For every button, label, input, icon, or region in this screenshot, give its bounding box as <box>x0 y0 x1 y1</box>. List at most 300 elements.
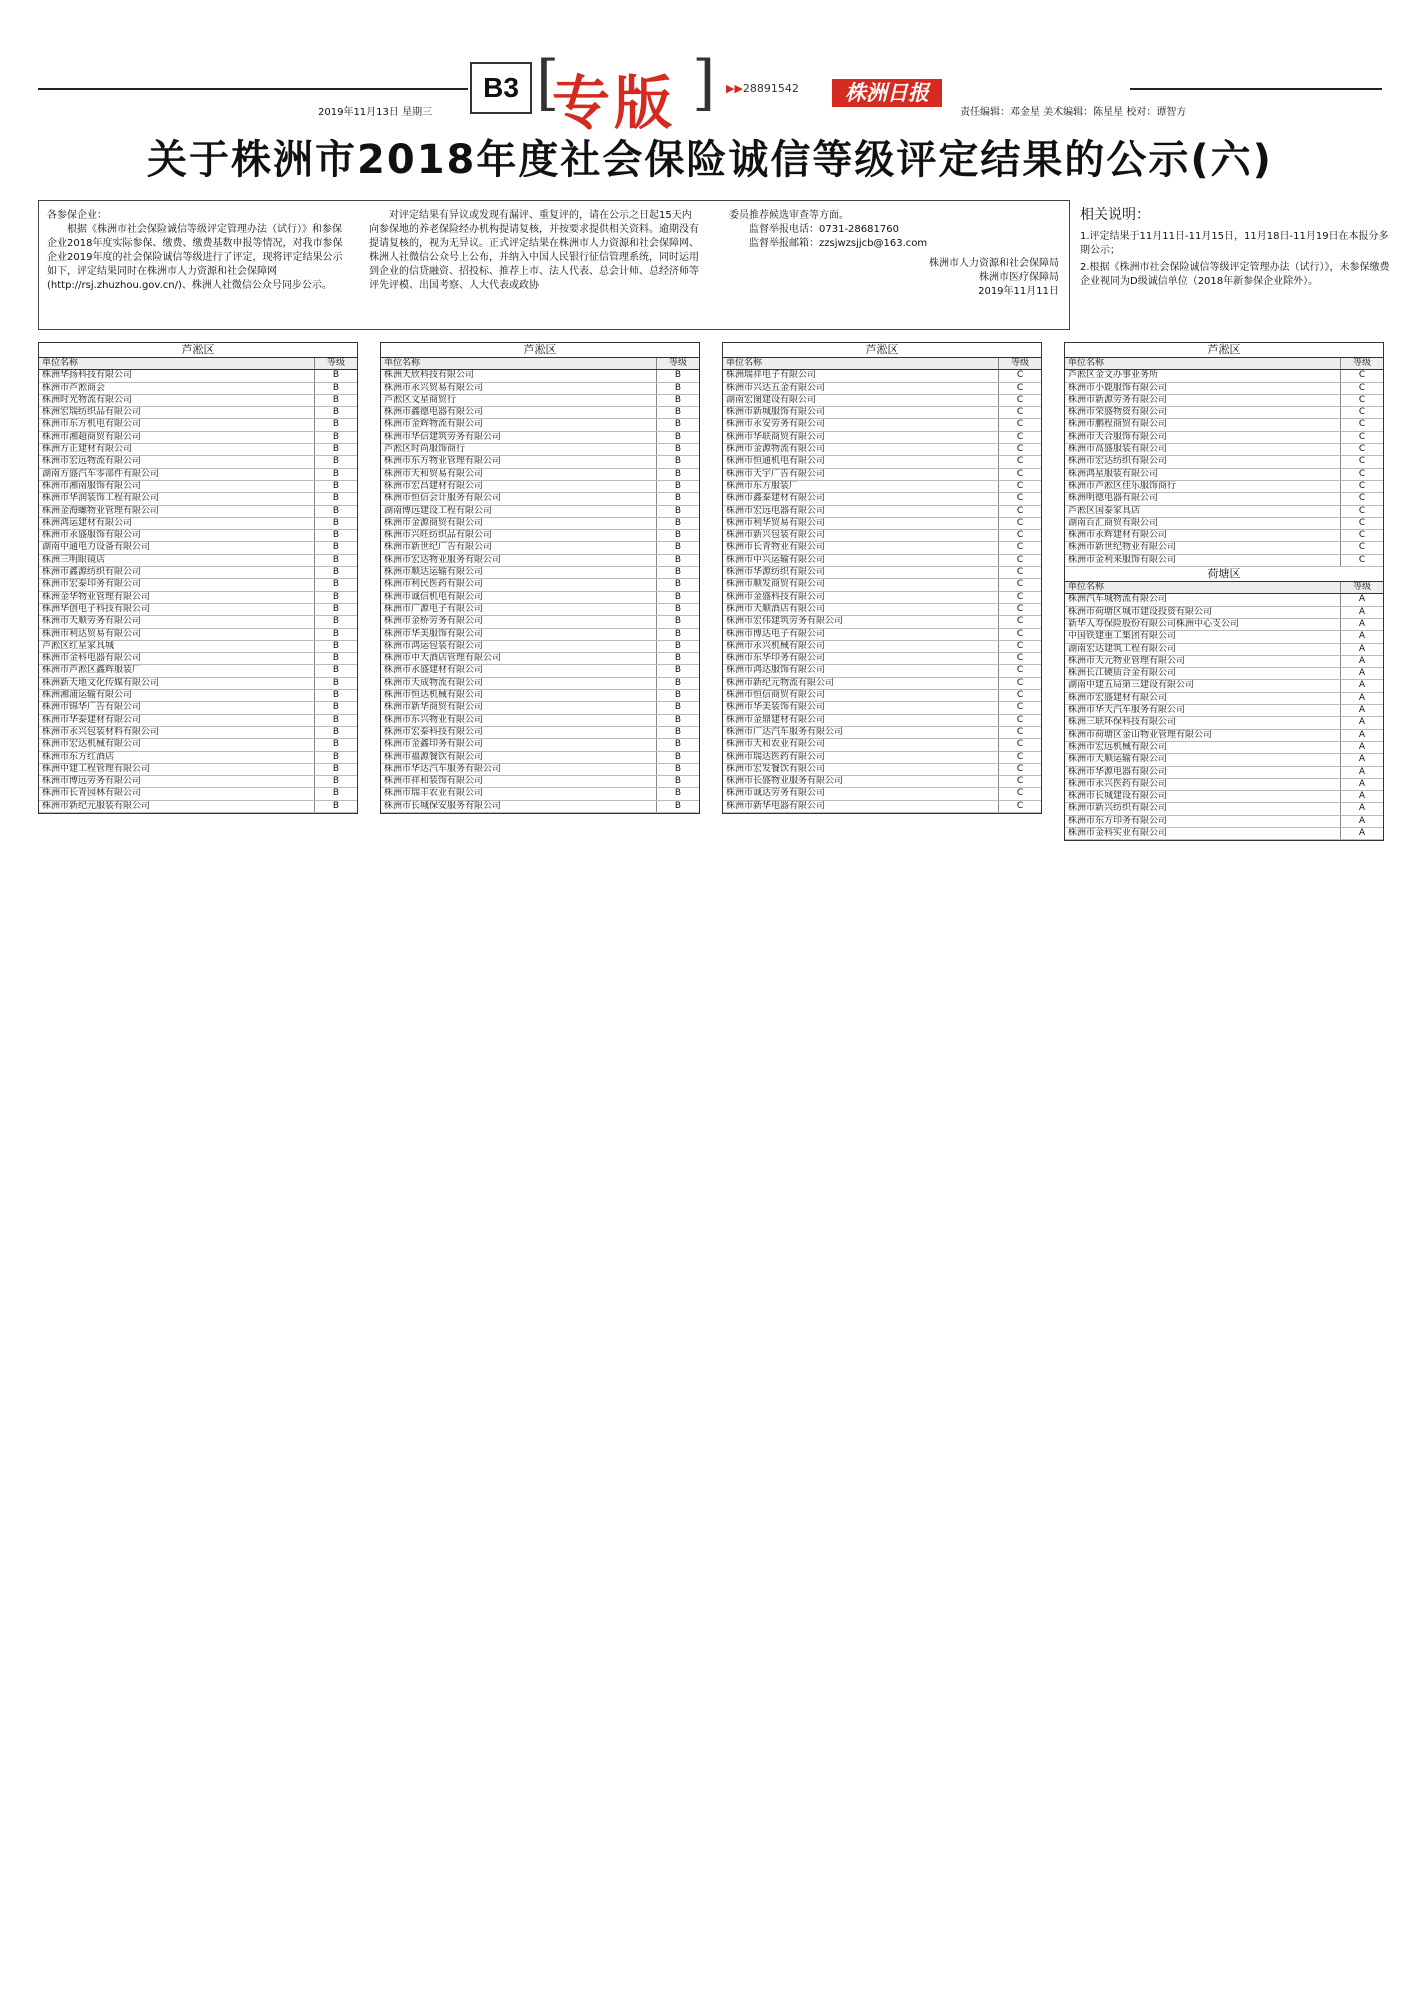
table-row <box>1065 432 1383 444</box>
unit-name: 株洲市长盛物业服务有限公司 <box>723 776 999 787</box>
grade: B <box>332 480 340 491</box>
hotline-number: 28891542 <box>742 82 799 95</box>
table-row <box>1065 730 1383 742</box>
grade: A <box>1358 729 1366 740</box>
table-row <box>39 752 357 764</box>
unit-name: 株洲市芦淞区鑫辉服装厂 <box>39 665 315 676</box>
table-row <box>723 444 1041 456</box>
table-row <box>381 616 699 628</box>
table-row <box>381 419 699 431</box>
grade: B <box>332 394 340 405</box>
table-row <box>723 702 1041 714</box>
unit-name: 芦淞区文星商贸行 <box>381 395 657 406</box>
table-header-row <box>1065 358 1383 370</box>
unit-name: 株洲金华物业管理有限公司 <box>39 592 315 603</box>
table-row <box>381 592 699 604</box>
unit-name: 株洲市新纪元服装有限公司 <box>39 801 315 812</box>
table-row <box>381 444 699 456</box>
unit-name: 株洲市锦华广告有限公司 <box>39 702 315 713</box>
grade: B <box>332 702 340 713</box>
grade: A <box>1358 717 1366 728</box>
grade: C <box>1016 480 1024 491</box>
table-row <box>1065 493 1383 505</box>
table-row <box>723 715 1041 727</box>
unit-name: 株洲市恒信商贸有限公司 <box>723 690 999 701</box>
grade: A <box>1358 741 1366 752</box>
grade: B <box>674 456 682 467</box>
grade: B <box>674 628 682 639</box>
unit-name: 株洲三明眼镜店 <box>39 555 315 566</box>
grade: C <box>1358 382 1366 393</box>
unit-name: 株洲市新华商贸有限公司 <box>381 702 657 713</box>
unit-name: 株洲市天顺运输有限公司 <box>1065 754 1341 765</box>
grade: C <box>1358 468 1366 479</box>
table-row <box>723 653 1041 665</box>
related-note-2: 2.根据《株洲市社会保险诚信等级评定管理办法（试行）》，未参保缴费企业视同为D级诚信单位（2018年新参保企业除外）。 <box>1080 262 1390 287</box>
table-row <box>381 579 699 591</box>
grade: A <box>1358 766 1366 777</box>
table-row <box>381 641 699 653</box>
unit-name: 株洲湘浦运输有限公司 <box>39 690 315 701</box>
table-row <box>381 432 699 444</box>
unit-name: 新华人寿保险股份有限公司株洲中心支公司 <box>1065 619 1341 630</box>
table-row <box>381 481 699 493</box>
grade: B <box>332 554 340 565</box>
unit-name: 株洲市宏达纺织有限公司 <box>1065 456 1341 467</box>
grade-header: 等级 <box>1352 582 1371 593</box>
table-row <box>381 653 699 665</box>
grade: C <box>1016 677 1024 688</box>
notice-col-3 <box>729 209 1059 299</box>
grade: C <box>1016 690 1024 701</box>
top-rule <box>38 88 468 90</box>
table-row <box>723 665 1041 677</box>
district-header: 芦淞区 <box>723 343 1041 358</box>
unit-name: 株洲市华天汽车服务有限公司 <box>1065 705 1341 716</box>
grade: C <box>1016 591 1024 602</box>
unit-name: 株洲时光物流有限公司 <box>39 395 315 406</box>
grade: C <box>1358 493 1366 504</box>
table-row <box>1065 680 1383 692</box>
unit-name: 株洲市顺达运输有限公司 <box>381 567 657 578</box>
table-column-1 <box>38 342 358 814</box>
unit-name: 株洲市宏发餐饮有限公司 <box>723 764 999 775</box>
table-row <box>723 370 1041 382</box>
unit-name-header: 单位名称 <box>39 358 315 369</box>
unit-name: 株洲市利达贸易有限公司 <box>39 629 315 640</box>
unit-name: 株洲长江硬质合金有限公司 <box>1065 668 1341 679</box>
table-row <box>39 370 357 382</box>
grade: B <box>674 407 682 418</box>
table-row <box>39 383 357 395</box>
grade: B <box>332 370 340 381</box>
unit-name: 株洲市广源电子有限公司 <box>381 604 657 615</box>
table-row <box>723 788 1041 800</box>
unit-name: 株洲市金鑫印务有限公司 <box>381 739 657 750</box>
unit-name: 株洲市宏远机械有限公司 <box>1065 742 1341 753</box>
grade: B <box>332 628 340 639</box>
grade: C <box>1358 456 1366 467</box>
unit-name: 湖南宏达建筑工程有限公司 <box>1065 644 1341 655</box>
grade: B <box>674 468 682 479</box>
unit-name: 株洲市湘南服饰有限公司 <box>39 481 315 492</box>
table-row <box>1065 656 1383 668</box>
grade: B <box>332 530 340 541</box>
grade: B <box>332 382 340 393</box>
grade: B <box>332 591 340 602</box>
grade: C <box>1016 763 1024 774</box>
table-row <box>39 653 357 665</box>
unit-name: 株洲市永兴医药有限公司 <box>1065 779 1341 790</box>
table-row <box>381 555 699 567</box>
table-row <box>381 678 699 690</box>
table-row <box>723 629 1041 641</box>
district-header: 芦淞区 <box>1065 343 1383 358</box>
table-row <box>39 542 357 554</box>
grade: C <box>1358 444 1366 455</box>
table-row <box>39 567 357 579</box>
grade: C <box>1358 542 1366 553</box>
related-notes <box>1080 204 1398 292</box>
unit-name: 株洲市东方服装厂 <box>723 481 999 492</box>
grade: B <box>674 370 682 381</box>
grade: B <box>674 493 682 504</box>
unit-name: 株洲市新纪元物流有限公司 <box>723 678 999 689</box>
unit-name: 株洲市永盛建材有限公司 <box>381 665 657 676</box>
unit-name: 株洲市宏泰印务有限公司 <box>39 579 315 590</box>
grade: C <box>1358 517 1366 528</box>
grade: C <box>1016 407 1024 418</box>
table-row <box>39 702 357 714</box>
grade: B <box>332 714 340 725</box>
table-row <box>1065 668 1383 680</box>
unit-name: 株洲三联环保科技有限公司 <box>1065 717 1341 728</box>
table-row <box>39 432 357 444</box>
grade: C <box>1016 579 1024 590</box>
grade: C <box>1016 431 1024 442</box>
grade: C <box>1016 640 1024 651</box>
unit-name: 株洲市长青物业有限公司 <box>723 542 999 553</box>
unit-name: 株洲市华源纺织有限公司 <box>723 567 999 578</box>
unit-name: 株洲市新城服饰有限公司 <box>723 407 999 418</box>
unit-name: 株洲市华润装饰工程有限公司 <box>39 493 315 504</box>
table-column-2 <box>380 342 700 814</box>
grade: C <box>1358 370 1366 381</box>
grade: B <box>674 800 682 811</box>
unit-name: 株洲市诚信机电有限公司 <box>381 592 657 603</box>
unit-name: 株洲市永兴包装材料有限公司 <box>39 727 315 738</box>
table-row <box>1065 518 1383 530</box>
unit-name: 株洲市华泰建材有限公司 <box>39 715 315 726</box>
table-row <box>723 641 1041 653</box>
grade: B <box>674 603 682 614</box>
table-row <box>39 518 357 530</box>
table-row <box>39 555 357 567</box>
unit-name: 株洲市宏远物流有限公司 <box>39 456 315 467</box>
table-row <box>39 407 357 419</box>
grade: C <box>1358 530 1366 541</box>
table-row <box>39 727 357 739</box>
unit-name: 株洲市高盛服装有限公司 <box>1065 444 1341 455</box>
unit-name: 株洲市鑫泰建材有限公司 <box>723 493 999 504</box>
district-header: 荷塘区 <box>1065 567 1383 582</box>
unit-name: 株洲宏瑞纺织品有限公司 <box>39 407 315 418</box>
unit-name: 株洲市博远劳务有限公司 <box>39 776 315 787</box>
related-title: 相关说明： <box>1080 207 1150 223</box>
grade: C <box>1016 456 1024 467</box>
grade: B <box>332 542 340 553</box>
unit-name: 株洲市利华贸易有限公司 <box>723 518 999 529</box>
grade: C <box>1016 788 1024 799</box>
table-row <box>1065 383 1383 395</box>
page-title: 关于株洲市2018年度社会保险诚信等级评定结果的公示(六) <box>147 137 1273 183</box>
grade: B <box>674 567 682 578</box>
unit-name: 株洲金海螺物业管理有限公司 <box>39 506 315 517</box>
table-row <box>723 469 1041 481</box>
unit-name: 株洲市宏远电器有限公司 <box>723 506 999 517</box>
grade: B <box>674 542 682 553</box>
table-row <box>1065 779 1383 791</box>
table-row <box>39 665 357 677</box>
unit-name: 株洲市兴旺纺织品有限公司 <box>381 530 657 541</box>
unit-name: 株洲市华信建筑劳务有限公司 <box>381 432 657 443</box>
unit-name: 株洲瑞祥电子有限公司 <box>723 370 999 381</box>
table-row <box>1065 803 1383 815</box>
unit-name: 株洲市瑞丰农业有限公司 <box>381 788 657 799</box>
table-row <box>381 506 699 518</box>
unit-name: 株洲市祥和装饰有限公司 <box>381 776 657 787</box>
unit-name: 株洲市华美装饰有限公司 <box>723 702 999 713</box>
unit-name: 株洲市宏达物业服务有限公司 <box>381 555 657 566</box>
unit-name: 株洲市诚达劳务有限公司 <box>723 788 999 799</box>
table-row <box>39 481 357 493</box>
unit-name: 株洲市金辉物流有限公司 <box>381 419 657 430</box>
grade: C <box>1016 751 1024 762</box>
table-row <box>723 727 1041 739</box>
unit-name: 株洲市天顺酒店有限公司 <box>723 604 999 615</box>
grade: A <box>1358 618 1366 629</box>
table-row <box>723 776 1041 788</box>
grade: C <box>1016 702 1024 713</box>
unit-name: 湖南中通电力设备有限公司 <box>39 542 315 553</box>
unit-name: 株洲市新兴包装有限公司 <box>723 530 999 541</box>
grade: C <box>1016 370 1024 381</box>
unit-name: 株洲市天和农业有限公司 <box>723 739 999 750</box>
table-row <box>381 518 699 530</box>
grade-header: 等级 <box>326 358 345 368</box>
table-row <box>381 370 699 382</box>
related-note-1: 1.评定结果于11月11日-11月15日，11月18日-11月19日在本报分多期公示； <box>1080 231 1389 256</box>
table-row <box>1065 644 1383 656</box>
unit-name: 株洲市中天酒店管理有限公司 <box>381 653 657 664</box>
editor-credits: 责任编辑：邓金星 美术编辑：陈星星 校对：谭智方 <box>960 107 1187 118</box>
unit-name: 株洲市利民医药有限公司 <box>381 579 657 590</box>
grade: B <box>674 665 682 676</box>
grade: A <box>1358 815 1366 826</box>
grade: C <box>1358 554 1366 565</box>
unit-name: 株洲市金桥劳务有限公司 <box>381 616 657 627</box>
grade-header: 等级 <box>668 358 687 368</box>
grade: B <box>332 567 340 578</box>
table-header-row <box>39 358 357 370</box>
table-row <box>723 419 1041 431</box>
unit-name-header: 单位名称 <box>1065 582 1341 593</box>
table-row <box>381 629 699 641</box>
unit-name: 株洲市华源电器有限公司 <box>1065 767 1341 778</box>
unit-name: 株洲市华达汽车服务有限公司 <box>381 764 657 775</box>
table-row <box>1065 767 1383 779</box>
table-row <box>39 579 357 591</box>
unit-name: 株洲市兴达五金有限公司 <box>723 383 999 394</box>
table-row <box>723 530 1041 542</box>
grade: B <box>674 739 682 750</box>
table-row <box>381 407 699 419</box>
unit-name: 株洲市荷塘区金山物业管理有限公司 <box>1065 730 1341 741</box>
grade: C <box>1358 505 1366 516</box>
grade: C <box>1016 665 1024 676</box>
table-row <box>723 383 1041 395</box>
table-row <box>39 506 357 518</box>
unit-name: 株洲市福源餐饮有限公司 <box>381 752 657 763</box>
table-row <box>381 542 699 554</box>
grade: B <box>332 444 340 455</box>
table-row <box>723 579 1041 591</box>
unit-name: 株洲市金盛科技有限公司 <box>723 592 999 603</box>
table-row <box>723 506 1041 518</box>
table-row <box>1065 717 1383 729</box>
table-row <box>381 493 699 505</box>
unit-name: 株洲市博达电子有限公司 <box>723 629 999 640</box>
unit-name: 株洲市永兴贸易有限公司 <box>381 383 657 394</box>
table-row <box>381 739 699 751</box>
newspaper-logo: 株洲日报 <box>832 79 942 107</box>
grade: C <box>1358 419 1366 430</box>
table-row <box>723 542 1041 554</box>
unit-name: 株洲市永辉建材有限公司 <box>1065 530 1341 541</box>
grade: B <box>332 579 340 590</box>
unit-name: 株洲市顺发商贸有限公司 <box>723 579 999 590</box>
table-row <box>723 555 1041 567</box>
unit-name: 株洲市荣盛物资有限公司 <box>1065 407 1341 418</box>
table-row <box>1065 469 1383 481</box>
table-row <box>39 764 357 776</box>
grade: B <box>674 788 682 799</box>
unit-name-header: 单位名称 <box>1065 358 1341 369</box>
unit-name: 株洲华扬科技有限公司 <box>39 370 315 381</box>
grade: A <box>1358 791 1366 802</box>
unit-name: 株洲市永兴机械有限公司 <box>723 641 999 652</box>
grade: A <box>1358 692 1366 703</box>
grade: C <box>1016 493 1024 504</box>
unit-name: 株洲市新世纪物业有限公司 <box>1065 542 1341 553</box>
grade: B <box>674 517 682 528</box>
grade: A <box>1358 594 1366 605</box>
table-row <box>39 616 357 628</box>
table-row <box>723 604 1041 616</box>
grade: B <box>332 640 340 651</box>
table-row <box>723 592 1041 604</box>
grade: A <box>1358 680 1366 691</box>
grade: B <box>674 554 682 565</box>
unit-name: 株洲市恒通机电有限公司 <box>723 456 999 467</box>
unit-name: 株洲市金鼎建材有限公司 <box>723 715 999 726</box>
grade: B <box>332 690 340 701</box>
unit-name: 株洲市宏盛建材有限公司 <box>1065 693 1341 704</box>
table-row <box>381 567 699 579</box>
grade: C <box>1016 554 1024 565</box>
grade: A <box>1358 778 1366 789</box>
table-row <box>39 641 357 653</box>
table-row <box>39 469 357 481</box>
unit-name: 株洲市金源物流有限公司 <box>723 444 999 455</box>
hotline <box>726 82 799 95</box>
unit-name: 株洲鸿星服装有限公司 <box>1065 469 1341 480</box>
grade: C <box>1016 382 1024 393</box>
table-column-3 <box>722 342 1042 814</box>
unit-name: 株洲中建工程管理有限公司 <box>39 764 315 775</box>
unit-name: 株洲市鑫源纺织有限公司 <box>39 567 315 578</box>
grade: A <box>1358 754 1366 765</box>
table-row <box>39 604 357 616</box>
table-row <box>381 690 699 702</box>
unit-name: 株洲华创电子科技有限公司 <box>39 604 315 615</box>
grade-header: 等级 <box>1352 358 1371 368</box>
table-row <box>723 739 1041 751</box>
unit-name: 株洲市东方机电有限公司 <box>39 419 315 430</box>
top-rule-right <box>1130 88 1382 90</box>
grade: B <box>674 702 682 713</box>
table-row <box>723 518 1041 530</box>
table-row <box>381 752 699 764</box>
grade: C <box>1016 776 1024 787</box>
table-row <box>1065 816 1383 828</box>
table-row <box>381 801 699 813</box>
unit-name: 株洲市新兴纺织有限公司 <box>1065 803 1341 814</box>
unit-name: 株洲市天宇广告有限公司 <box>723 469 999 480</box>
unit-name: 株洲天欣科技有限公司 <box>381 370 657 381</box>
table-row <box>381 788 699 800</box>
unit-name: 株洲市鑫德电器有限公司 <box>381 407 657 418</box>
table-row <box>381 395 699 407</box>
unit-name: 中国铁建重工集团有限公司 <box>1065 631 1341 642</box>
unit-name: 株洲市中兴运输有限公司 <box>723 555 999 566</box>
unit-name: 株洲市恒信会计服务有限公司 <box>381 493 657 504</box>
table-row <box>1065 407 1383 419</box>
unit-name: 芦淞区国泰家具店 <box>1065 506 1341 517</box>
table-row <box>39 592 357 604</box>
unit-name: 株洲市金源商贸有限公司 <box>381 518 657 529</box>
unit-name: 株洲市金科电器有限公司 <box>39 653 315 664</box>
grade: C <box>1016 616 1024 627</box>
grade: B <box>332 505 340 516</box>
grade: B <box>332 726 340 737</box>
grade: B <box>674 530 682 541</box>
page-number: B3 <box>470 62 532 114</box>
table-row <box>723 690 1041 702</box>
open-bracket: [ <box>536 48 560 118</box>
table-row <box>381 604 699 616</box>
unit-name: 湖南博远建设工程有限公司 <box>381 506 657 517</box>
table-row <box>1065 693 1383 705</box>
grade: B <box>674 616 682 627</box>
grade: B <box>674 714 682 725</box>
grade: B <box>674 751 682 762</box>
grade: C <box>1016 444 1024 455</box>
notice-salutation: 各参保企业： <box>47 210 107 221</box>
grade: B <box>674 579 682 590</box>
grade: C <box>1358 431 1366 442</box>
table-row <box>381 764 699 776</box>
